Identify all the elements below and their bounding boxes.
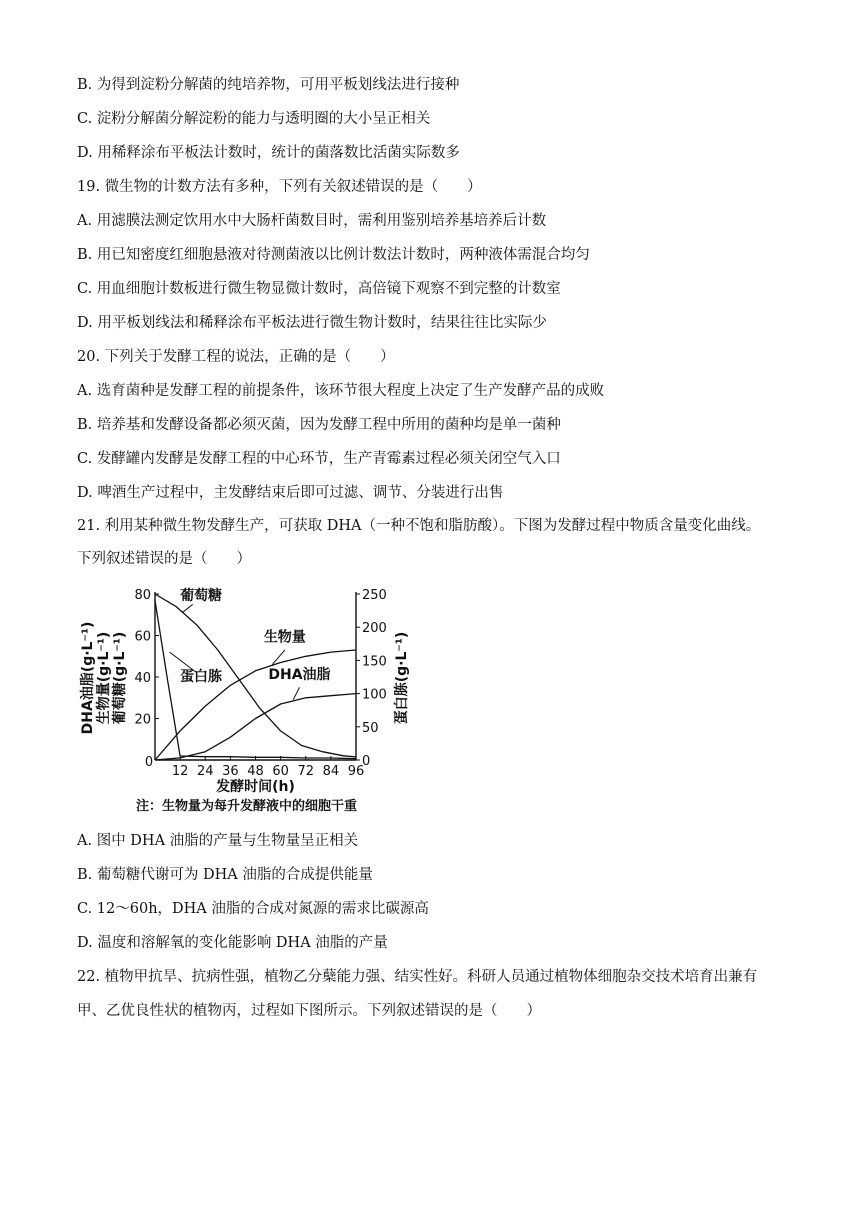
x-tick-label: 48 bbox=[247, 764, 264, 779]
right-tick-label: 0 bbox=[362, 754, 371, 769]
text-line: 甲、乙优良性状的植物丙，过程如下图所示。下列叙述错误的是（ ） bbox=[77, 1003, 541, 1019]
chart-note: 注：生物量为每升发酵液中的细胞干重 bbox=[136, 799, 358, 814]
x-tick-label: 84 bbox=[322, 764, 340, 779]
leader-line bbox=[293, 687, 299, 699]
text-line: D. 啤酒生产过程中，主发酵结束后即可过滤、调节、分装进行出售 bbox=[77, 485, 504, 501]
x-tick-label: 36 bbox=[222, 764, 239, 779]
text-line: D. 温度和溶解氧的变化能影响 DHA 油脂的产量 bbox=[77, 935, 388, 951]
text-line: C. 发酵罐内发酵是发酵工程的中心环节，生产青霉素过程必须关闭空气入口 bbox=[77, 451, 561, 467]
text-line: B. 为得到淀粉分解菌的纯培养物，可用平板划线法进行接种 bbox=[77, 77, 460, 93]
x-axis-label: 发酵时间(h) bbox=[216, 779, 295, 795]
series-label: 蛋白胨 bbox=[180, 669, 223, 686]
series-label: 葡萄糖 bbox=[180, 588, 223, 605]
left-axis-label: 葡萄糖(g·L⁻¹) bbox=[112, 631, 128, 725]
text-line: 21. 利用某种微生物发酵生产，可获取 DHA（一种不饱和脂肪酸）。下图为发酵过程中物质含量变化曲线。 bbox=[77, 518, 761, 534]
text-line: 下列叙述错误的是（ ） bbox=[77, 551, 251, 567]
series-label: DHA油脂 bbox=[268, 667, 331, 684]
x-tick-label: 96 bbox=[347, 764, 365, 779]
text-line: B. 葡萄糖代谢可为 DHA 油脂的合成提供能量 bbox=[77, 867, 373, 883]
text-line: D. 用平板划线法和稀释涂布平板法进行微生物计数时，结果往往比实际少 bbox=[77, 315, 547, 331]
text-line: 22. 植物甲抗旱、抗病性强，植物乙分蘖能力强、结实性好。科研人员通过植物体细胞杂交技术培育出兼有 bbox=[77, 969, 758, 985]
left-axis-label: 生物量(g·L⁻¹) bbox=[96, 631, 112, 725]
text-line: A. 选育菌种是发酵工程的前提条件，该环节很大程度上决定了生产发酵产品的成败 bbox=[77, 383, 605, 399]
text-line: A. 用滤膜法测定饮用水中大肠杆菌数目时，需利用鉴别培养基培养后计数 bbox=[77, 213, 547, 229]
series-label: 生物量 bbox=[263, 629, 306, 646]
right-tick-label: 150 bbox=[362, 654, 387, 670]
text-line: B. 培养基和发酵设备都必须灭菌，因为发酵工程中所用的菌种均是单一菌种 bbox=[77, 417, 561, 433]
text-line: C. 12～60h，DHA 油脂的合成对氮源的需求比碳源高 bbox=[77, 901, 429, 917]
fermentation-chart bbox=[78, 578, 418, 818]
right-tick-label: 100 bbox=[362, 687, 387, 703]
text-line: D. 用稀释涂布平板法计数时，统计的菌落数比活菌实际数多 bbox=[77, 145, 460, 161]
right-axis-label: 蛋白胨(g·L⁻¹) bbox=[394, 631, 410, 725]
right-tick-label: 50 bbox=[362, 720, 379, 736]
text-line: C. 淀粉分解菌分解淀粉的能力与透明圈的大小呈正相关 bbox=[77, 111, 431, 127]
right-tick-label: 250 bbox=[362, 588, 387, 603]
text-line: 20. 下列关于发酵工程的说法，正确的是（ ） bbox=[77, 349, 395, 365]
text-line: B. 用已知密度红细胞悬液对待测菌液以比例计数法计数时，两种液体需混合均匀 bbox=[77, 247, 590, 263]
x-tick-label: 12 bbox=[171, 764, 189, 779]
left-tick-label: 40 bbox=[134, 671, 151, 686]
text-line: 19. 微生物的计数方法有多种，下列有关叙述错误的是（ ） bbox=[77, 179, 482, 195]
left-tick-label: 60 bbox=[134, 629, 151, 645]
leader-line bbox=[182, 604, 192, 612]
text-line: A. 图中 DHA 油脂的产量与生物量呈正相关 bbox=[77, 833, 359, 849]
right-tick-label: 200 bbox=[362, 621, 387, 637]
left-tick-label: 80 bbox=[134, 588, 151, 603]
x-origin-label: 0 bbox=[144, 755, 154, 770]
x-tick-label: 24 bbox=[196, 764, 214, 779]
text-line: C. 用血细胞计数板进行微生物显微计数时，高倍镜下观察不到完整的计数室 bbox=[77, 281, 561, 297]
left-tick-label: 20 bbox=[134, 712, 151, 728]
x-tick-label: 60 bbox=[272, 764, 289, 779]
left-axis-label: DHA油脂(g·L⁻¹) bbox=[80, 621, 96, 735]
x-tick-label: 72 bbox=[297, 764, 315, 779]
